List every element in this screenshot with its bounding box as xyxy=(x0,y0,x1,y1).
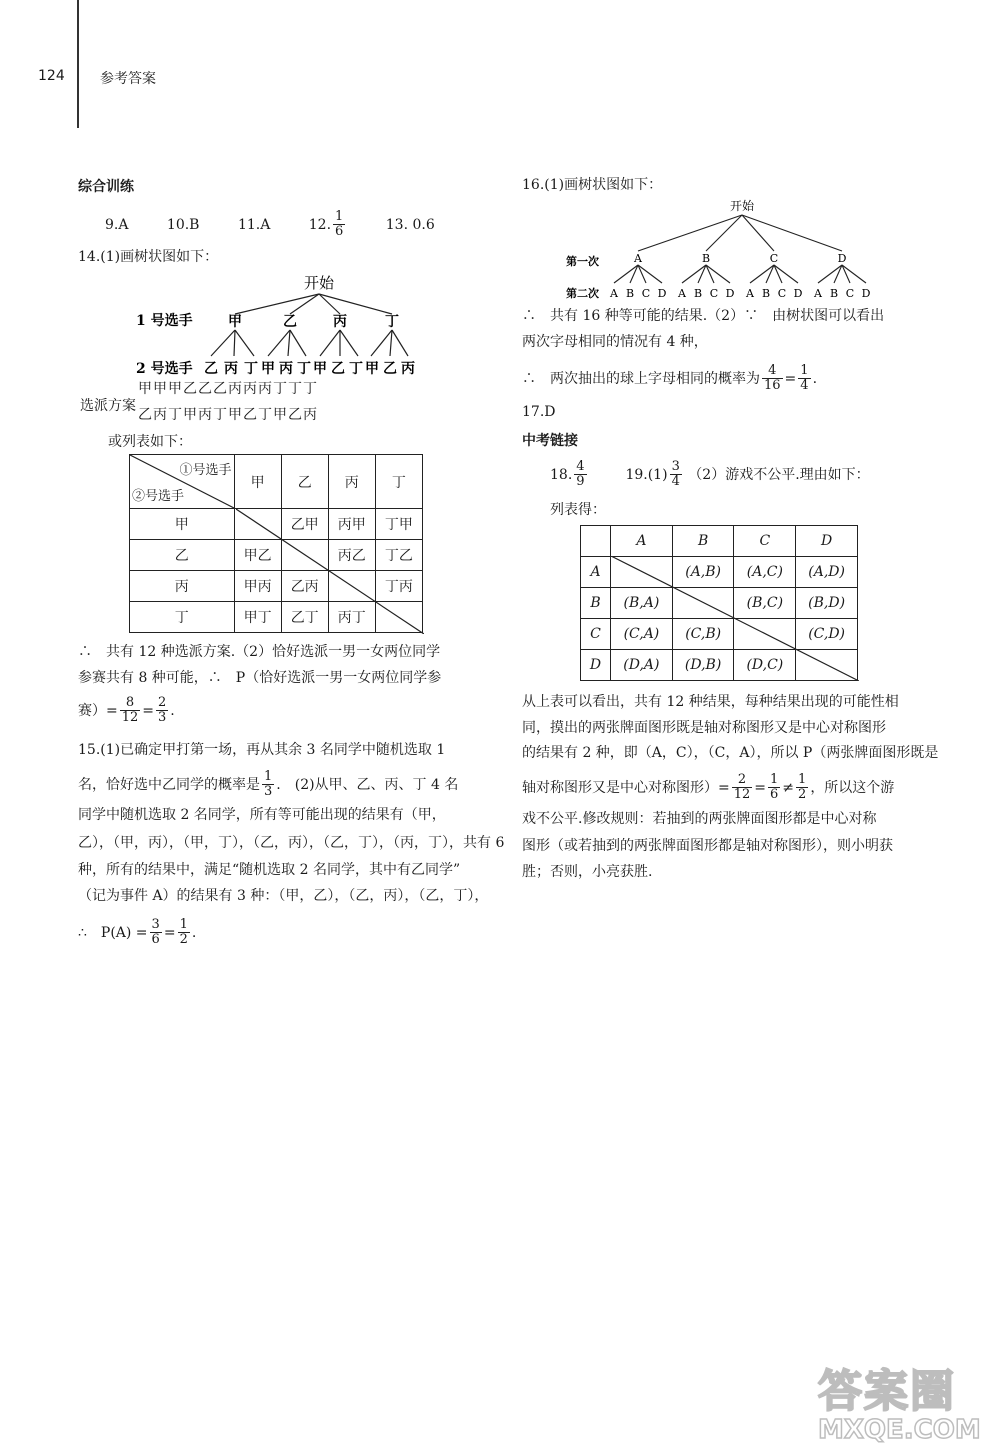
table-cell: 甲丙 xyxy=(234,571,281,602)
table-cell: 乙甲 xyxy=(281,509,328,540)
table-cell: 甲丁 xyxy=(234,602,281,633)
tree-leaf: D xyxy=(657,287,667,300)
row-header: 丁 xyxy=(130,602,235,633)
row-header: 丙 xyxy=(130,571,235,602)
tree-leaf: A xyxy=(746,287,754,300)
table-cell: (A,B) xyxy=(672,557,734,588)
table-cell: (A,D) xyxy=(796,557,858,588)
q16-conclusion-1: ∴ 共有 16 种等可能的结果.（2）∵ 由树状图可以看出 xyxy=(522,308,885,324)
answer-12: 12. xyxy=(308,216,332,233)
table-cell: 丙甲 xyxy=(328,509,375,540)
answers-row xyxy=(105,210,435,240)
label-second-draw: 第二次 xyxy=(566,287,599,300)
header-rule xyxy=(77,0,79,128)
col-header: 乙 xyxy=(281,455,328,509)
q15-line-5: 种，所有的结果中，满足“随机选取 2 名同学，其中有乙同学” xyxy=(78,862,461,878)
row-header: 甲 xyxy=(130,509,235,540)
tree-leaf: A xyxy=(610,287,618,300)
tree-leaf: C xyxy=(845,287,855,300)
q19-table-diagonal xyxy=(611,556,859,681)
q18-q19-line: 18. $\frac{4}{9}$ 19.(1) $\frac{3}{4}$ （2）游戏不公平.理由如下： xyxy=(550,459,870,490)
table-cell: 丙丁 xyxy=(328,602,375,633)
table-cell: 丁乙 xyxy=(375,540,422,571)
tree-node: 丙 xyxy=(333,314,347,330)
section2-title: 中考链接 xyxy=(522,433,578,449)
col-header: B xyxy=(672,526,734,557)
q15-line-3: 同学中随机选取 2 名同学，所有等可能出现的结果有（甲， xyxy=(78,807,446,823)
table-cell: 丁丙 xyxy=(375,571,422,602)
col-header: D xyxy=(796,526,858,557)
q19-conclusion-4: 轴对称图形又是中心对称图形）= $\frac{2}{12}$ = $\frac{1}{6}$ ≠ $\frac{1}{2}$ ，所以这个游 xyxy=(522,772,895,803)
tree-leaf: 丁 xyxy=(297,361,311,377)
tree-leaf: 丙 xyxy=(401,361,415,377)
table-corner: ①号选手 ②号选手 xyxy=(130,455,235,509)
q14-table-diagonal xyxy=(236,509,424,634)
tree-node: 甲 xyxy=(228,314,242,330)
row-header: D xyxy=(581,650,611,681)
answer-12-fraction: $\frac{1}{6}$ xyxy=(335,209,344,240)
label-plan: 选派方案 xyxy=(80,398,136,414)
table-cell: 乙丙 xyxy=(281,571,328,602)
q19-conclusion-3: 的结果有 2 种，即（A，C），（C，A），所以 P（两张牌面图形既是 xyxy=(522,745,939,761)
table-cell: 丁甲 xyxy=(375,509,422,540)
table-cell: 甲乙 xyxy=(234,540,281,571)
tree-leaf: B xyxy=(625,287,635,300)
q14-conclusion-1: ∴ 共有 12 种选派方案.（2）恰好选派一男一女两位同学 xyxy=(78,644,441,660)
q16-conclusion-2: 两次字母相同的情况有 4 种， xyxy=(522,334,708,350)
tree-node: 乙 xyxy=(283,314,297,330)
tree-leaf: D xyxy=(725,287,735,300)
tree-leaf: A xyxy=(814,287,822,300)
q16-tree xyxy=(560,195,880,303)
q14-conclusion-3: 赛）= $\frac{8}{12}$ = $\frac{2}{3}$ . xyxy=(78,695,175,726)
table-cell: (A,C) xyxy=(734,557,796,588)
tree-leaf: 丙 xyxy=(279,361,293,377)
q15-line-6: （记为事件 A）的结果有 3 种：（甲，乙），（乙，丙），（乙，丁）， xyxy=(78,888,489,904)
table-cell: (D,B) xyxy=(672,650,734,681)
q14-intro: 14.(1)画树状图如下： xyxy=(78,249,219,265)
tree-node: D xyxy=(837,252,847,265)
tree-leaf: 乙 xyxy=(204,361,218,377)
tree-node: C xyxy=(769,252,779,265)
label-second-player: 2 号选手 xyxy=(136,361,193,377)
answer-10: 10.B xyxy=(166,216,200,233)
col-header: A xyxy=(611,526,673,557)
watermark-logo: 答案圈 MXQE.COM xyxy=(818,1366,981,1445)
col-header: C xyxy=(734,526,796,557)
tree-leaf: 丁 xyxy=(244,361,258,377)
table-intro: 或列表如下： xyxy=(108,434,192,450)
q19-conclusion-7: 胜；否则，小亮获胜. xyxy=(522,864,653,880)
tree-leaf: 甲 xyxy=(261,361,275,377)
q15-line-7: ∴ P(A) = $\frac{3}{6}$ = $\frac{1}{2}$ . xyxy=(78,917,197,948)
table-cell: (D,A) xyxy=(611,650,673,681)
table-corner xyxy=(581,526,611,557)
table-cell: (C,B) xyxy=(672,619,734,650)
table-cell: (C,D) xyxy=(796,619,858,650)
tree-leaf: 乙 xyxy=(383,361,397,377)
row-header: B xyxy=(581,588,611,619)
tree-leaf: A xyxy=(678,287,686,300)
q17-answer: 17.D xyxy=(522,404,556,420)
tree-leaf: 甲 xyxy=(313,361,327,377)
table-cell: (B,C) xyxy=(734,588,796,619)
tree-leaf: C xyxy=(709,287,719,300)
header-title: 参考答案 xyxy=(100,71,156,87)
list-intro: 列表得： xyxy=(550,502,606,518)
label-first-player: 1 号选手 xyxy=(136,313,193,329)
tree-leaf: 丁 xyxy=(349,361,363,377)
tree-node: 丁 xyxy=(385,314,399,330)
q19-conclusion-6: 图形（或若抽到的两张牌面图形都是轴对称图形），则小明获 xyxy=(522,838,893,854)
tree-leaf: C xyxy=(641,287,651,300)
row-header: C xyxy=(581,619,611,650)
q16-intro: 16.(1)画树状图如下： xyxy=(522,177,663,193)
table-cell: (D,C) xyxy=(734,650,796,681)
row-header: A xyxy=(581,557,611,588)
q19-conclusion-2: 同，摸出的两张牌面图形既是轴对称图形又是中心对称图形 xyxy=(522,720,886,736)
q15-line-2: 名，恰好选中乙同学的概率是 $\frac{1}{3}$ . (2)从甲、乙、丙、丁 4 名 xyxy=(78,769,459,800)
tree-leaf: B xyxy=(761,287,771,300)
tree-leaf: B xyxy=(829,287,839,300)
tree-node: B xyxy=(701,252,711,265)
col-header: 丙 xyxy=(328,455,375,509)
col-header: 甲 xyxy=(234,455,281,509)
section-title: 综合训练 xyxy=(78,179,134,195)
q19-conclusion-5: 戏不公平.修改规则：若抽到的两张牌面图形都是中心对称 xyxy=(522,811,877,827)
tree-leaf: B xyxy=(693,287,703,300)
tree-leaf: 乙 xyxy=(331,361,345,377)
tree-root: 开始 xyxy=(729,199,755,213)
q16-conclusion-3: ∴ 两次抽出的球上字母相同的概率为 $\frac{4}{16}$ = $\frac{1}{4}$ . xyxy=(522,363,818,394)
table-cell: (C,A) xyxy=(611,619,673,650)
col-header: 丁 xyxy=(375,455,422,509)
tree-leaf: C xyxy=(777,287,787,300)
plan-bottom-row: 乙丙丁甲丙丁甲乙丁甲乙丙 xyxy=(138,407,318,423)
page-number: 124 xyxy=(38,68,65,84)
tree-leaf: 丙 xyxy=(224,361,238,377)
q14-conclusion-2: 参赛共有 8 种可能，∴ P（恰好选派一男一女两位同学参 xyxy=(78,670,442,686)
row-header: 乙 xyxy=(130,540,235,571)
tree-node: A xyxy=(634,252,642,265)
table-cell: (B,D) xyxy=(796,588,858,619)
plan-top-row: 甲甲甲乙乙乙丙丙丙丁丁丁 xyxy=(138,381,318,397)
answer-13: 13. 0.6 xyxy=(385,216,435,233)
answer-9: 9.A xyxy=(105,216,129,233)
label-first-draw: 第一次 xyxy=(566,255,599,268)
q15-line-4: 乙），（甲，丙），（甲，丁），（乙，丙），（乙，丁），（丙，丁），共有 6 xyxy=(78,835,505,851)
tree-leaf: 甲 xyxy=(365,361,379,377)
tree-leaf: D xyxy=(861,287,871,300)
tree-leaf: D xyxy=(793,287,803,300)
table-cell: 乙丁 xyxy=(281,602,328,633)
table-cell: 丙乙 xyxy=(328,540,375,571)
q19-conclusion-1: 从上表可以看出，共有 12 种结果，每种结果出现的可能性相 xyxy=(522,694,899,710)
tree-root: 开始 xyxy=(303,274,335,292)
q15-line-1: 15.(1)已确定甲打第一场，再从其余 3 名同学中随机选取 1 xyxy=(78,742,446,758)
answer-11: 11.A xyxy=(237,216,271,233)
table-cell: (B,A) xyxy=(611,588,673,619)
